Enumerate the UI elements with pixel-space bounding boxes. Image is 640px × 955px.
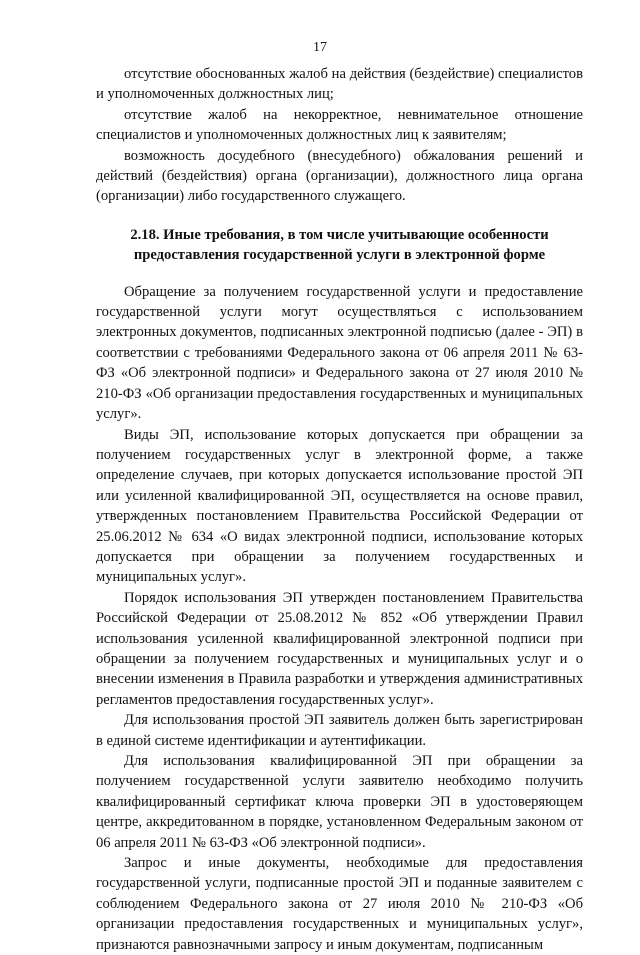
paragraph: Запрос и иные документы, необходимые для предоставления государственной услуги, подписанные простой ЭП и поданные заявителем с соблюдением Федерального закона от 27 июля 2010 № 210-ФЗ «Об организации предоставления государственных и муниципальных услуг», признаются равнозначными запросу и иным документам, подписанным <box>96 855 583 953</box>
page-number: 17 <box>313 40 327 55</box>
paragraph: отсутствие жалоб на некорректное, невнимательное отношение специалистов и уполномоченных должностных лиц к заявителям; <box>96 106 583 144</box>
section-heading: 2.18. Иные требования, в том числе учитывающие особенности предоставления государственной услуги в электронной форме <box>130 226 549 264</box>
paragraph: возможность досудебного (внесудебного) обжалования решений и действий (бездействия) органа (организации), должностного лица органа (организации) либо государственного служащего. <box>96 147 583 205</box>
document-body <box>96 64 583 955</box>
paragraph: Обращение за получением государственной услуги и предоставление государственной услуги могут осуществляться с использованием электронных документов, подписанных электронной подписью (далее - ЭП) в соответствии с требованиями Федерального закона от 06 апреля 2011 № 63-ФЗ «Об электронной подписи» и Федерального закона от 27 июля 2010 № 210-ФЗ «Об организации предоставления государственных и муниципальных услуг». <box>96 283 583 423</box>
paragraph: Для использования простой ЭП заявитель должен быть зарегистрирован в единой системе идентификации и аутентификации. <box>96 712 583 749</box>
paragraph: Для использования квалифицированной ЭП при обращении за получением государственной услуги заявителю необходимо получить квалифицированный сертификат ключа проверки ЭП в удостоверяющем центре, аккредитованном в порядке, установленном Федеральным законом от 06 апреля 2011 № 63-ФЗ «Об электронной подписи». <box>96 753 583 851</box>
paragraph: Виды ЭП, использование которых допускается при обращении за получением государственных услуг в электронной форме, а также определение случаев, при которых допускается использование простой ЭП или усиленной квалифицированной ЭП, осуществляется на основе правил, утвержденных постановлением Правительства Российской Федерации от 25.06.2012 № 634 «О видах электронной подписи, использование которых допускается при обращении за получением государственных и муниципальных услуг». <box>96 426 583 586</box>
paragraph: отсутствие обоснованных жалоб на действия (бездействие) специалистов и уполномоченных должностных лиц; <box>96 66 583 103</box>
paragraph: Порядок использования ЭП утвержден постановлением Правительства Российской Федерации от 25.08.2012 № 852 «Об утверждении Правил использования усиленной квалифицированной электронной подписи при обращении за получением государственных и муниципальных услуг и о внесении изменения в Правила разработки и утверждения административных регламентов предоставления государственных услуг». <box>96 589 583 708</box>
